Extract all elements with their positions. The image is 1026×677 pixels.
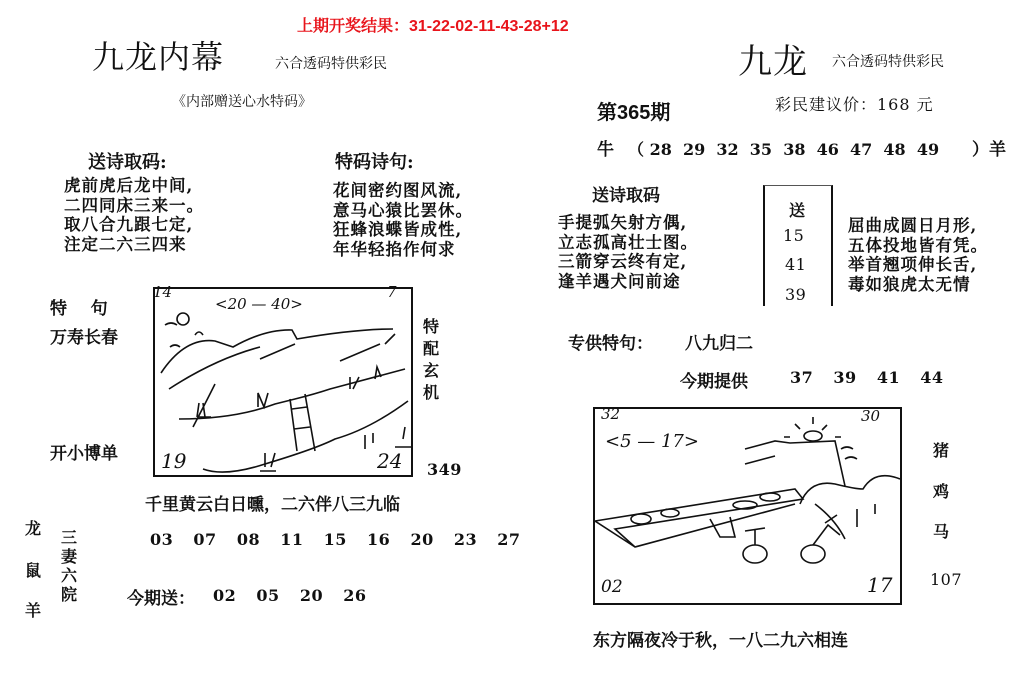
left-verse: 千里黄云白日曛，二六伴八三九临 xyxy=(145,495,400,515)
poem-line: 虎前虎后龙中间, xyxy=(64,176,194,195)
zodiac-yang: 羊 xyxy=(24,601,41,620)
provide-label: 今期提供 xyxy=(680,372,748,392)
send-box-value: 41 xyxy=(785,255,807,274)
number-row: （ 28 29 32 35 38 46 47 48 49 xyxy=(628,140,940,159)
last-result-banner: 上期开奖结果：31-22-02-11-43-28+12 xyxy=(297,18,569,35)
sketch-label-tr: 7 xyxy=(387,283,397,301)
zodiac-niu: 牛 xyxy=(597,140,614,160)
sketch-label-tr: 30 xyxy=(861,407,881,425)
poem-line: 二四同床三来一。 xyxy=(64,195,204,215)
poem-line: 毒如狼虎太无情 xyxy=(848,274,971,294)
poem-line: 意马心猿比罢休。 xyxy=(333,200,473,220)
sketch-label-tl: 14 xyxy=(153,283,173,301)
sketch-label-br: 17 xyxy=(867,573,893,597)
sketch-label-range: <20 — 40> xyxy=(215,295,303,313)
poem-line: 五体投地皆有凭。 xyxy=(848,235,988,255)
phrase-kaixiao: 开小博单 xyxy=(50,444,118,464)
sketch-label-range: <5 — 17> xyxy=(605,431,699,452)
send-box-label: 送 xyxy=(789,201,806,220)
poem-line: 手提弧矢射方偶, xyxy=(558,213,688,232)
poem-line: 取八合九跟七定, xyxy=(64,215,194,234)
poem-line: 狂蜂浪蝶皆成性, xyxy=(333,220,463,239)
zodiac-yang-right: ）羊 xyxy=(972,140,1006,160)
left-number-list: 03 07 08 11 15 16 20 23 27 xyxy=(150,530,521,549)
right-sketch-frame xyxy=(593,407,902,605)
right-poem-right xyxy=(848,216,988,294)
zodiac-ji: 鸡 xyxy=(932,482,949,501)
left-sketch-frame xyxy=(153,283,413,477)
right-poem-heading: 送诗取码 xyxy=(592,186,660,206)
poem-line: 立志孤高壮士图。 xyxy=(558,232,698,252)
right-title: 九龙 xyxy=(738,42,808,82)
send-box-value: 15 xyxy=(783,226,805,245)
poem-line: 花间密约图风流, xyxy=(333,181,463,200)
poem-line: 注定二六三四来 xyxy=(64,234,187,254)
special-poem xyxy=(333,181,473,259)
send-box xyxy=(763,185,833,306)
zodiac-ma: 马 xyxy=(932,522,949,541)
side-vertical-text: 特配玄机 xyxy=(422,317,439,402)
mountain-ladder-sketch xyxy=(155,289,411,475)
te-ju-label: 特 句 xyxy=(50,299,108,319)
sketch-label-tl: 32 xyxy=(601,405,621,423)
poem-line: 三箭穿云终有定, xyxy=(558,252,688,271)
left-title: 九龙内幕 xyxy=(92,38,225,76)
left-tagline: 《内部赠送心水特码》 xyxy=(172,94,312,110)
zodiac-long: 龙 xyxy=(24,519,41,538)
sketch-label-bl: 02 xyxy=(601,577,623,597)
phrase-sanqi: 三妻六院 xyxy=(60,528,77,604)
issue-number: 第365期 xyxy=(597,102,671,124)
right-poem-left xyxy=(558,213,698,291)
send-label: 今期送： xyxy=(127,589,195,609)
send-box-value: 39 xyxy=(785,285,807,304)
sketch-label-br: 24 xyxy=(377,449,403,473)
right-subtitle: 六合透码特供彩民 xyxy=(832,54,944,70)
special-label: 专供特句： xyxy=(568,334,653,354)
poem-line: 屈曲成圆日月形, xyxy=(848,216,978,235)
poem-line: 举首翘项伸长舌, xyxy=(848,255,978,274)
left-poem xyxy=(64,176,204,254)
right-side-number: 107 xyxy=(930,570,963,589)
special-value: 八九归二 xyxy=(685,334,753,354)
left-subtitle: 六合透码特供彩民 xyxy=(275,56,387,72)
poem-heading: 送诗取码: xyxy=(88,152,167,173)
zodiac-shu: 鼠 xyxy=(24,561,41,580)
suggested-price: 彩民建议价：168 元 xyxy=(775,95,934,114)
phrase-wanshou: 万寿长春 xyxy=(50,328,118,348)
right-verse: 东方隔夜冷于秋，一八二九六相连 xyxy=(593,631,848,651)
provide-numbers: 37 39 41 44 xyxy=(790,368,944,387)
send-numbers: 02 05 20 26 xyxy=(213,586,367,605)
sketch-label-bl: 19 xyxy=(161,449,187,473)
zodiac-zhu: 猪 xyxy=(932,441,949,460)
special-heading: 特码诗句: xyxy=(335,152,414,173)
poem-line: 逢羊遇犬问前途 xyxy=(558,271,681,291)
left-side-number: 349 xyxy=(427,460,462,479)
poem-line: 年华轻掐作何求 xyxy=(333,239,456,259)
